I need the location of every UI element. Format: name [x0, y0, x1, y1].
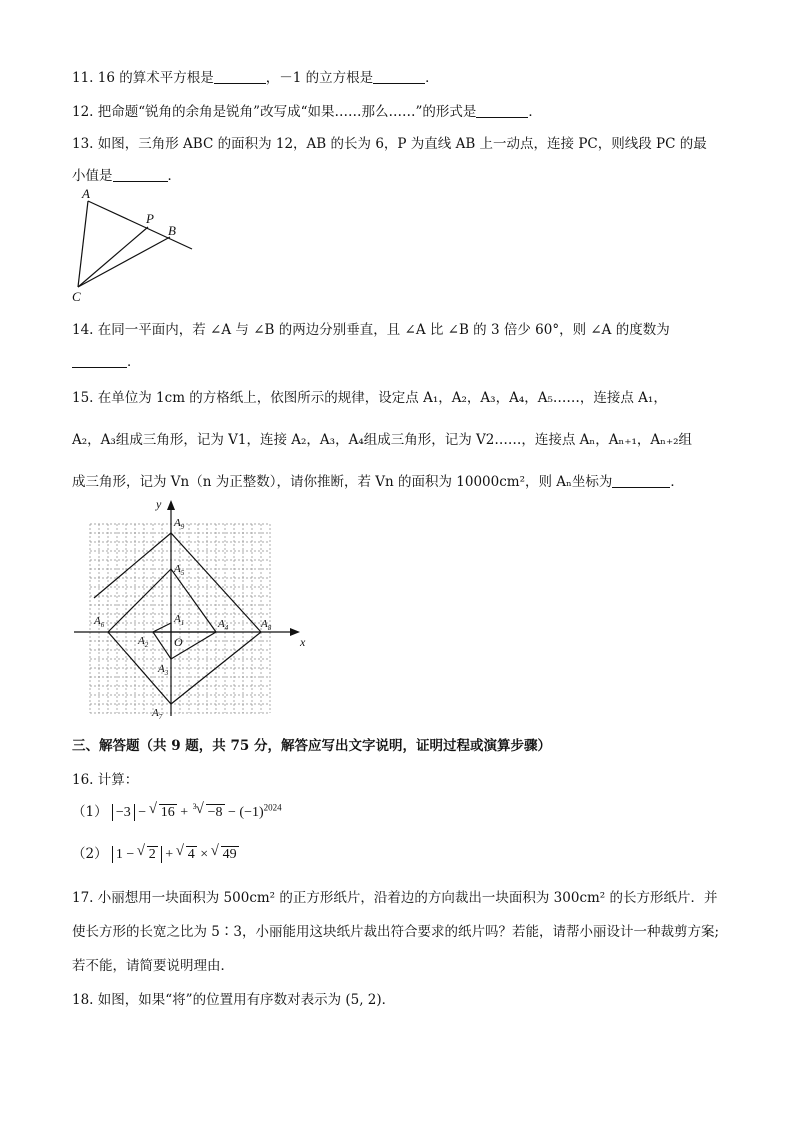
question-17-line3: 若不能，请简要说明理由． — [72, 958, 234, 974]
label-a5: $A_5$ — [174, 563, 185, 577]
question-13-line1: 13. 如图，三角形 ABC 的面积为 12，AB 的长为 6，P 为直线 AB 上一动点，连接 PC，则线段 PC 的最 — [72, 136, 707, 152]
question-16-title: 16. 计算： — [72, 772, 139, 788]
axis-y-label: y — [156, 497, 162, 511]
answer-blank[interactable] — [373, 69, 425, 84]
question-11: 11. 16 的算术平方根是 ，－1 的立方根是 ． — [72, 70, 439, 86]
question-17-line1: 17. 小丽想用一块面积为 500cm² 的正方形纸片，沿着边的方向裁出一块面积为 300cm² 的长方形纸片．并 — [72, 890, 718, 906]
label-a7: $A_7$ — [152, 707, 163, 720]
label-a3: $A_3$ — [158, 663, 169, 677]
segment-bc — [78, 237, 170, 287]
label-a2: $A_2$ — [138, 635, 149, 649]
axis-x-label: x — [300, 635, 306, 649]
question-15-line1: 15. 在单位为 1cm 的方格纸上，依图所示的规律，设定点 A₁，A₂，A₃，A₄，A₅……，连接点 A₁， — [72, 390, 667, 406]
triangle-figure — [70, 185, 200, 305]
label-a1: $A_1$ — [174, 613, 185, 627]
question-16-part2: （2） 1 − √ 2 + √ 4 × √ 49 — [72, 842, 239, 863]
label-c: C — [72, 289, 81, 304]
question-17-line2: 使长方形的长宽之比为 5∶3，小丽能用这块纸片裁出符合要求的纸片吗？若能，请帮小丽设计一种裁剪方案; — [72, 924, 720, 940]
label-a9: $A_9$ — [174, 517, 185, 531]
segment-ac — [78, 201, 88, 287]
expression-1: −3 − √ 16 + √ 3 $-8 - (-1)^{2024}$ — [112, 805, 282, 820]
question-15-line2: A₂，A₃组成三角形，记为 V1，连接 A₂，A₃，A₄组成三角形，记为 V2……，连接点 Aₙ，Aₙ₊₁，Aₙ₊₂组 — [72, 432, 692, 448]
section-3-heading: 三、解答题（共 9 题，共 75 分，解答应写出文字说明，证明过程或演算步骤） — [72, 738, 551, 754]
answer-blank[interactable] — [113, 167, 168, 182]
answer-blank[interactable] — [612, 473, 670, 488]
label-a8: $A_8$ — [261, 618, 272, 632]
label-b: B — [168, 223, 176, 238]
question-16-part1: （1） −3 − √ 16 + √ 3 $-8 - (-1)^{2024}$ — [72, 800, 282, 821]
line-ab — [88, 201, 192, 249]
x-axis-arrow — [290, 628, 300, 636]
label-a: A — [82, 186, 90, 201]
question-12: 12. 把命题“锐角的余角是锐角”改写成“如果……那么……”的形式是 ． — [72, 104, 542, 120]
segment-pc — [78, 227, 148, 287]
question-15-line3: 成三角形，记为 Vn（n 为正整数），请你推断，若 Vn 的面积为 10000cm²，则 Aₙ坐标为 ． — [72, 474, 684, 490]
origin-label: O — [174, 635, 183, 649]
label-a4: $A_4$ — [218, 618, 229, 632]
answer-blank[interactable] — [476, 103, 528, 118]
question-18: 18. 如图，如果“将”的位置用有序数对表示为 (5, 2)． — [72, 992, 396, 1008]
question-13-line2: 小值是 ． — [72, 168, 181, 184]
label-a6: $A_6$ — [94, 615, 105, 629]
question-14-line1: 14. 在同一平面内，若 ∠A 与 ∠B 的两边分别垂直，且 ∠A 比 ∠B 的 3 倍少 60°，则 ∠A 的度数为 — [72, 322, 670, 338]
answer-blank[interactable] — [214, 69, 266, 84]
coordinate-grid-figure — [70, 494, 310, 720]
label-p: P — [146, 211, 154, 226]
answer-blank[interactable] — [72, 353, 127, 368]
expression-2: 1 − √ 2 + √ 4 × √ 49 — [112, 847, 239, 862]
y-axis-arrow — [167, 500, 175, 510]
question-14-line2: ． — [72, 350, 141, 370]
